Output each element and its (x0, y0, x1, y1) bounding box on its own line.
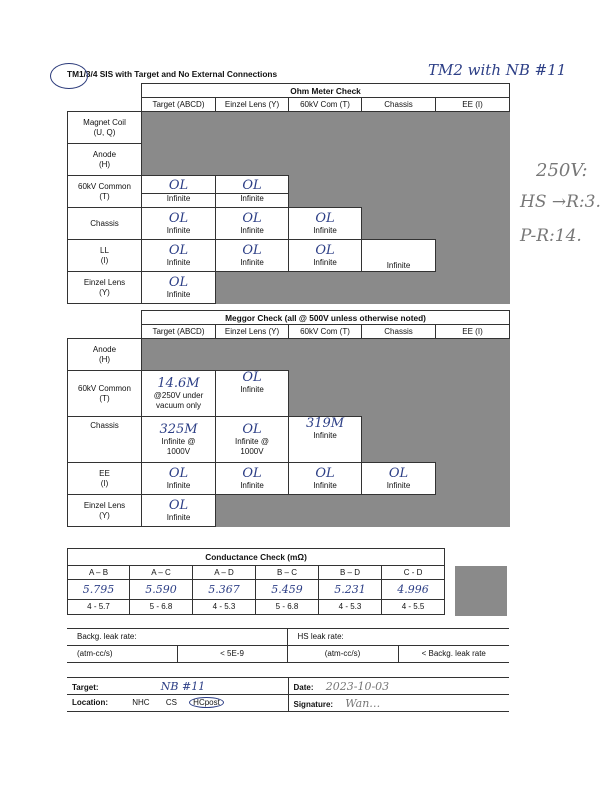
conductance-col: A – C (130, 566, 193, 580)
backg-leak-value: < 5E-9 (177, 646, 287, 663)
conductance-range: 4 - 5.3 (193, 600, 256, 615)
backg-leak-label: Backg. leak rate: (67, 629, 177, 646)
conductance-range: 4 - 5.7 (68, 600, 130, 615)
ohm-cell: OL Infinite (142, 176, 216, 208)
location-label: Location: (72, 698, 108, 707)
ohm-row-label: Magnet Coil (U, Q) (68, 112, 142, 144)
target-value: NB #11 (160, 679, 206, 693)
megger-table (67, 310, 510, 527)
megger-cell: 319M Infinite (289, 417, 362, 463)
date-value: 2023-10-03 (325, 679, 390, 693)
conductance-value: 5.231 (319, 580, 382, 600)
megger-title: Meggor Check (all @ 500V unless otherwise noted) (142, 311, 510, 325)
leak-table (67, 628, 509, 663)
conductance-col: B – C (256, 566, 319, 580)
ohm-cell: OL Infinite (216, 240, 289, 272)
conductance-value: 4.996 (382, 580, 445, 600)
conductance-range: 5 - 6.8 (130, 600, 193, 615)
conductance-col: A – B (68, 566, 130, 580)
ohm-row-label: Anode (H) (68, 144, 142, 176)
signature-field (288, 695, 509, 712)
leak-units-2: (atm-cc/s) (287, 646, 398, 663)
hs-leak-value: < Backg. leak rate (398, 646, 509, 663)
ohm-title: Ohm Meter Check (142, 84, 510, 98)
ohm-row-label: Chassis (68, 208, 142, 240)
megger-cell: 325M Infinite @ 1000V (142, 417, 216, 463)
ohm-row-label: 60kV Common (T) (68, 176, 142, 208)
conductance-value: 5.795 (68, 580, 130, 600)
target-label: Target: (72, 682, 99, 692)
conductance-value: 5.367 (193, 580, 256, 600)
location-option-cs: CS (165, 698, 177, 707)
ohm-cell: OL Infinite (142, 272, 216, 304)
megger-cell: 14.6M @250V under vacuum only (142, 371, 216, 417)
megger-cell: OL Infinite (142, 463, 216, 495)
megger-row-label: EE (I) (68, 463, 142, 495)
side-note-3: P-R:14. (520, 226, 582, 246)
location-option-hcpost: HCpost (189, 697, 224, 708)
megger-cell: OL Infinite (142, 495, 216, 527)
ohm-cell: OL Infinite (289, 240, 362, 272)
signature-value: Wan… (345, 696, 381, 710)
location-field (67, 695, 288, 712)
conductance-range: 4 - 5.5 (382, 600, 445, 615)
conductance-col: B – D (319, 566, 382, 580)
ohm-cell: OL Infinite (142, 208, 216, 240)
megger-row-label: Einzel Lens (Y) (68, 495, 142, 527)
ohm-cell: OL Infinite (289, 208, 362, 240)
megger-row-label: Anode (H) (68, 339, 142, 371)
side-note-2: HS →R:3. (520, 192, 601, 212)
megger-cell: OL Infinite (216, 463, 289, 495)
megger-col-target: Target (ABCD) (142, 325, 216, 339)
hs-leak-label: HS leak rate: (287, 629, 398, 646)
ohm-col-60kv: 60kV Com (T) (289, 98, 362, 112)
location-option-nhc: NHC (132, 698, 150, 707)
ohm-cell: Infinite (362, 240, 436, 272)
target-field (67, 678, 288, 695)
conductance-value: 5.590 (130, 580, 193, 600)
ohm-meter-table (67, 83, 510, 304)
megger-cell: OL Infinite (362, 463, 436, 495)
ohm-col-chassis: Chassis (362, 98, 436, 112)
ohm-cell: OL Infinite (142, 240, 216, 272)
ohm-cell: OL Infinite (216, 176, 289, 208)
megger-row-label: 60kV Common (T) (68, 371, 142, 417)
megger-col-60kv: 60kV Com (T) (289, 325, 362, 339)
megger-row-label: Chassis (68, 417, 142, 463)
page-title: TM1/3/4 SIS with Target and No External Connections (67, 69, 278, 79)
date-label: Date: (293, 682, 314, 692)
leak-units-1: (atm-cc/s) (67, 646, 177, 663)
conductance-table (67, 548, 510, 615)
signature-label: Signature: (293, 699, 334, 709)
ohm-row-label: Einzel Lens (Y) (68, 272, 142, 304)
conductance-range: 4 - 5.3 (319, 600, 382, 615)
ohm-col-einzel: Einzel Lens (Y) (216, 98, 289, 112)
conductance-range: 5 - 6.8 (256, 600, 319, 615)
megger-cell: OL Infinite @ 1000V (216, 417, 289, 463)
footer-table (67, 677, 509, 712)
conductance-value: 5.459 (256, 580, 319, 600)
ohm-col-ee: EE (I) (436, 98, 510, 112)
ohm-cell: OL Infinite (216, 208, 289, 240)
ohm-col-target: Target (ABCD) (142, 98, 216, 112)
megger-col-ee: EE (I) (436, 325, 510, 339)
side-note-1: 250V: (536, 160, 588, 181)
conductance-col: A – D (193, 566, 256, 580)
ohm-row-label: LL (I) (68, 240, 142, 272)
date-field (288, 678, 509, 695)
megger-col-chassis: Chassis (362, 325, 436, 339)
conductance-title: Conductance Check (mΩ) (68, 549, 445, 566)
megger-col-einzel: Einzel Lens (Y) (216, 325, 289, 339)
handwritten-note-right: TM2 with NB #11 (428, 61, 567, 79)
megger-cell: OL Infinite (289, 463, 362, 495)
megger-cell: OL Infinite (216, 371, 289, 417)
conductance-col: C - D (382, 566, 445, 580)
